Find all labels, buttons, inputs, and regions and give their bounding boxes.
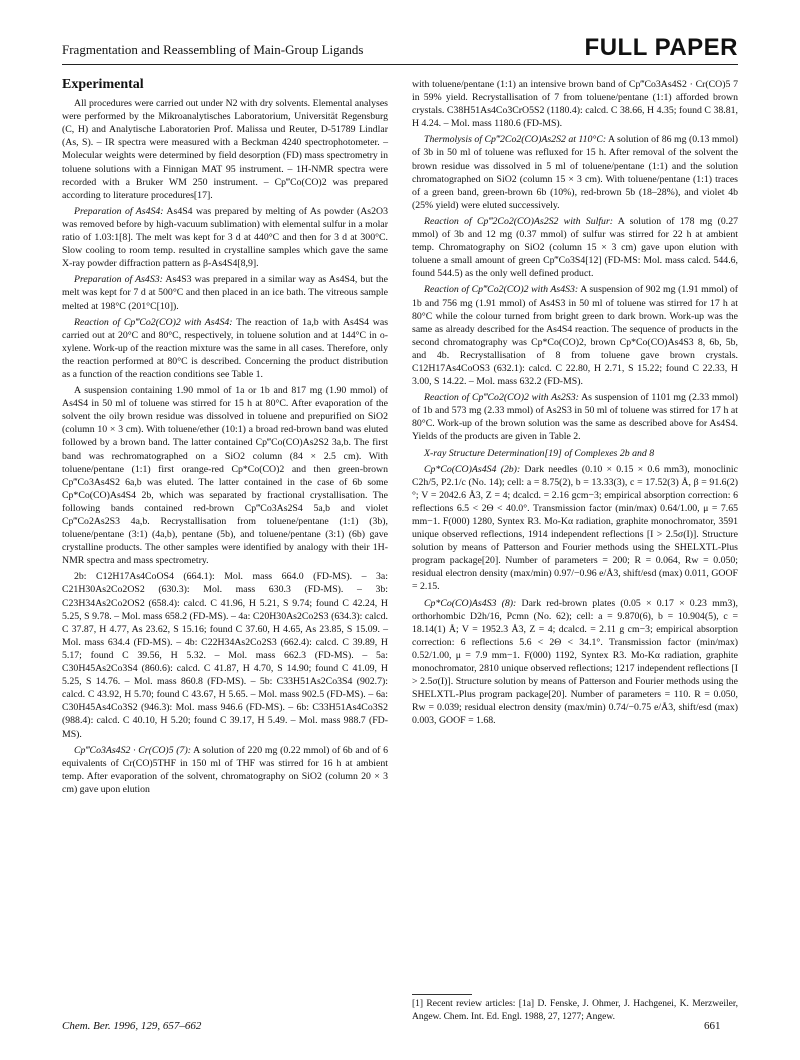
paragraph <box>62 744 388 796</box>
running-head: Fragmentation and Reassembling of Main-Group Ligands <box>62 42 364 57</box>
footnote: [1] Recent review articles: [1a] D. Fenske, J. Ohmer, J. Hachgenei, K. Merzweiler, Angew. Chem. Int. Ed. Engl. 1988, 27, 1277; Angew. <box>412 999 738 1022</box>
paragraph-text: The reaction of 1a,b with As4S4 was carried out at 20°C and 80°C, respectively, in toluene solution and at 144°C in o-xylene. Work-up of the reaction mixture was the same in all cases. Therefore, only the reaction performed at 80°C is described. Concerning the product distribution as a function of the reaction conditions see Table 1. <box>62 316 389 380</box>
paragraph: A suspension containing 1.90 mmol of 1a or 1b and 817 mg (1.90 mmol) of As4S4 in 50 ml of toluene was stirred for 15 h at 80°C. After evaporation of the solvent the oily brown residue was dissolved in toluene and prepurified on SiO2 (column 10 × 3 cm). With toluene/ether (10:1) a broad red-brown band was eluted followed by a brown band. The latter contained Cp‴Co(CO)As2S2 3a,b. The first band was rechromatographed on a SiO2 column (84 × 2.5 cm). With toluene/pentane (1:1) first orange-red Cp*Co(CO)2 and then green-brown Cp‴Co3As4S2 6a,b was eluted. The latter contained in the case of 6b some Cp*Co(CO)As4S4 2b, which was separated by fractional crystallisation. The following bands contained red-brown Cp‴Co3As2S4 5a,b and violet Cp‴Co2As2S3 4a,b. Recrystallisation from toluene/pentane (1:1) (3b), toluene/pentane (3:1) (4a,b), pentane (5b), and toluene/pentane (3:1) (6b) gave crystalline products. The other samples were identified by analogy with their 1H-NMR spectra and mass spectrometry. <box>62 385 388 567</box>
paragraph <box>412 283 738 388</box>
paragraph-text: As4S3 was prepared in a similar way as As4S4, but the melt was kept for 7 d at 500°C and then placed in an ice bath. The vitreous sample melted at 198°C (201°C[10]). <box>62 274 388 312</box>
footnote-rule <box>412 994 472 995</box>
paragraph-text: A solution of 220 mg (0.22 mmol) of 6b and of 6 equivalents of Cr(CO)5THF in 150 ml of THF was stirred for 16 h at ambient temp. After evaporation of the solvent, chromatography on SiO2 (column 20 × 3 cm) gave upon elution <box>62 744 388 795</box>
paragraph-text: As4S4 was prepared by melting of As powder (As2O3 was removed before by high-vacuum sublimation) with elemental sulfur in a molar ratio of 1.03:1[8]. The melt was kept for 3 d at 440°C and then for 3 d at 300°C. Slow cooling to room temp. resulted in crystalline samples which gave the same X-ray powder diffraction pattern as β-As4S4[8,9]. <box>62 205 388 270</box>
paragraph-text: A solution of 86 mg (0.13 mmol) of 3b in 50 ml of toluene was refluxed for 15 h. After removal of the solvent the brown residue was dissolved in 5 ml of toluene/pentane (1:1) and the solution chromatographed on SiO2 (column 15 × 3 cm). With toluene/pentane (1:1) traces of a green band, green-brown 6b (10%), red-brown 5b (18–28%), and violet 4b (25% yield) were eluted successively. <box>412 134 739 211</box>
paragraph-title: Reaction of Cp‴Co2(CO)2 with As2S3: <box>424 392 579 404</box>
page-number: 661 <box>704 1020 721 1032</box>
paragraph-title: Cp*Co(CO)As4S3 (8): <box>424 597 517 609</box>
paragraph <box>412 597 738 728</box>
section-heading: Experimental <box>62 77 144 92</box>
paragraph-title: Cp‴Co3As4S2 · Cr(CO)5 (7): <box>74 744 191 756</box>
paragraph-title: Reaction of Cp‴Co2(CO)2 with As4S3: <box>424 284 579 296</box>
paragraph <box>412 391 738 443</box>
subsection-heading: X-ray Structure Determination[19] of Complexes 2b and 8 <box>424 447 655 459</box>
paragraph-text: A suspension of 902 mg (1.91 mmol) of 1b and 756 mg (1.91 mmol) of As4S3 in 50 ml of toluene was stirred for 17 h at 80°C while the colour turned from bright green to dark brown. Work-up was the same as already described for the As4S4 reaction. The sequence of products in the second chromatography was Cp*Co(CO)2, brown Cp*Co(CO)As4S3 8, 6b, 5b, and 4b. Recrystallisation of 8 from toluene gave brown crystals. C12H17As4CoOS3 (632.1): calcd. C 22.80, H 2.71, S 15.22; found C 22.33, H 3.00, S 14.22. – Mol. mass 632.2 (FD-MS). <box>412 284 738 388</box>
paragraph <box>62 316 388 381</box>
paragraph-text: A solution of 178 mg (0.27 mmol) of 3b and 12 mg (0.37 mmol) of sulfur was stirred for 22 h at ambient temp. Chromatography on SiO2 (column 15 × 3 cm) gave upon elution with toluene a small amount of green Cp‴Co3S4[12] (FD-MS: Mol. mass calcd. 544.6, found 544.5) as the only well defined product. <box>412 215 739 280</box>
paragraph <box>412 133 738 212</box>
paragraph-title: Preparation of As4S3: <box>74 274 163 286</box>
section-tag: FULL PAPER <box>584 34 738 61</box>
paragraph-title: Cp*Co(CO)As4S4 (2b): <box>424 463 521 475</box>
journal-citation: Chem. Ber. 1996, 129, 657–662 <box>62 1020 202 1032</box>
paragraph <box>412 463 738 594</box>
paragraph-title: Preparation of As4S4: <box>74 205 164 217</box>
paragraph-title: Reaction of Cp‴Co2(CO)2 with As4S4: <box>74 316 233 328</box>
page-header <box>62 30 738 66</box>
paragraph-text: Dark needles (0.10 × 0.15 × 0.6 mm3), monoclinic C2h/5, P2.1/c (No. 14); cell: a = 8.75(2), b = 13.33(3), c = 17.52(3) Å, β = 91.6(2)°; V = 2042.6 Å3, Z = 4; dcalcd. = 2.16 gcm−3; empirical absorption correction: 6 reflections 6.5 < 2Θ < 40.0°. Transmission factor (min/max) 0.64/1.00, μ = 7.65 mm−1. F(000) 1280, Syntex R3. Mo-Kα radiation, graphite monochromator, 3591 unique observed reflections, 1914 independent reflections [I > 2.5σ(I)]. Structure solution by means of Patterson and Fourier methods using the SHELXTL-Plus program package[20]. Number of parameters = 200; R = 0.064, Rw = 0.050; residual electron density (max/min) 0.97/−0.96 e/Å3, shift/esd (max) 0.011, GOOF = 2.15. <box>412 463 738 593</box>
analysis-data: 2b: C12H17As4CoOS4 (664.1): Mol. mass 664.0 (FD-MS). – 3a: C21H30As2Co2OS2 (630.3): Mol. mass 630.3 (FD-MS). – 3b: C23H34As2Co2OS2 (658.4): calcd. C 41.96, H 5.21, S 9.74; found C 42.24, H 5.25, S 9.78. – Mol. mass 658.2 (FD-MS). – 4a: C20H30As2Co2S3 (634.3): calcd. C 37.87, H 4.77, As 23.62, S 15.16; found C 37.60, H 4.65, As 23.85, S 15.09. – Mol. mass 634.4 (FD-MS). – 4b: C22H34As2Co2S3 (662.4): calcd. C 39.89, H 5.17; found C 39.56, H 5.32. – Mol. mass 662.3 (FD-MS). – 5a: C30H45As2Co3S4 (860.6): calcd. C 41.87, H 4.70, S 14.90; found C 41.09, H 5.25, S 14.76. – Mol. mass 860.8 (FD-MS). – 5b: C33H51As2Co3S4 (902.7): calcd. C 43.92, H 5.70; found C 43.67, H 5.65. – Mol. mass 902.5 (FD-MS). – 6a: C30H45As4Co3S2 (946.3): Mol. mass 946.6 (FD-MS). – 6b: C33H51As4Co3S2 (988.4): calcd. C 40.10, H 5.20; found C 39.17, H 5.49. – Mol. mass 988.7 (FD-MS). <box>62 571 388 740</box>
paragraph <box>62 205 388 270</box>
paragraph <box>62 273 388 312</box>
paragraph-title: Reaction of Cp‴2Co2(CO)As2S2 with Sulfur: <box>424 215 614 227</box>
right-column <box>412 78 738 731</box>
paragraph: All procedures were carried out under N2 with dry solvents. Elemental analyses were performed by the Mikroanalytisches Laboratorium, Universität Regensburg (C, H) and Analytische Laboratorien Prof. Malissa und Reuter, D-51789 Lindlar (As, S). – IR spectra were measured with a Beckman 4240 spectrophotometer. – Molecular weights were determined by field desorption (FD) mass spectrometry in toluene solutions with a Finnigan MAT 95 instrument. – 1H-NMR spectra were recorded with a Bruker WM 250 instrument. – Cp‴Co(CO)2 was prepared according to literature procedures[17]. <box>62 98 388 201</box>
paragraph-text: As suspension of 1101 mg (2.33 mmol) of 1b and 573 mg (2.33 mmol) of As2S3 in 50 ml of toluene was stirred for 17 h at 80°C. Work-up of the brown solution was the same as described above for As4S4. Yields of the products are given in Table 2. <box>412 392 738 443</box>
paragraph-text: Dark red-brown plates (0.05 × 0.17 × 0.23 mm3), orthorhombic D2h/16, Pcmn (No. 62); cell: a = 9.870(6), b = 10.904(5), c = 18.14(1) Å; V = 1952.3 Å3, Z = 4; dcalcd. = 2.11 g cm−3; empirical absorption correction: 6 reflections 5.6 < 2Θ < 34.1°. Transmission factor (min/max) 0.52/1.00, μ = 7.9 mm−1. F(000) 1192, Syntex R3. Mo-Kα radiation, graphite monochromator, 2810 unique observed reflections; 1217 independent reflections [I > 2.5σ(I)]. Structure solution by means of Patterson and Fourier methods using the SHELXTL-Plus program package[20]. Number of parameters = 110. R = 0.050, Rw = 0.039; residual electron density (max/min) 0.74/−0.75 e/Å3, shift/esd (max) 0.003, GOOF = 1.68. <box>412 597 738 727</box>
header-rule <box>62 64 738 65</box>
paragraph: with toluene/pentane (1:1) an intensive brown band of Cp‴Co3As4S2 · Cr(CO)5 7 in 59% yield. Recrystallisation of 7 from toluene/pentane (1:1) afforded brown crystals. C38H51As4Co3CrO5S2 (1180.4): calcd. C 38.66, H 4.35; found C 38.81, H 4.24. – Mol. mass 1180.6 (FD-MS). <box>412 79 738 130</box>
left-column <box>62 78 388 799</box>
paragraph <box>412 215 738 280</box>
paragraph-title: Thermolysis of Cp‴2Co2(CO)As2S2 at 110°C: <box>424 134 607 146</box>
